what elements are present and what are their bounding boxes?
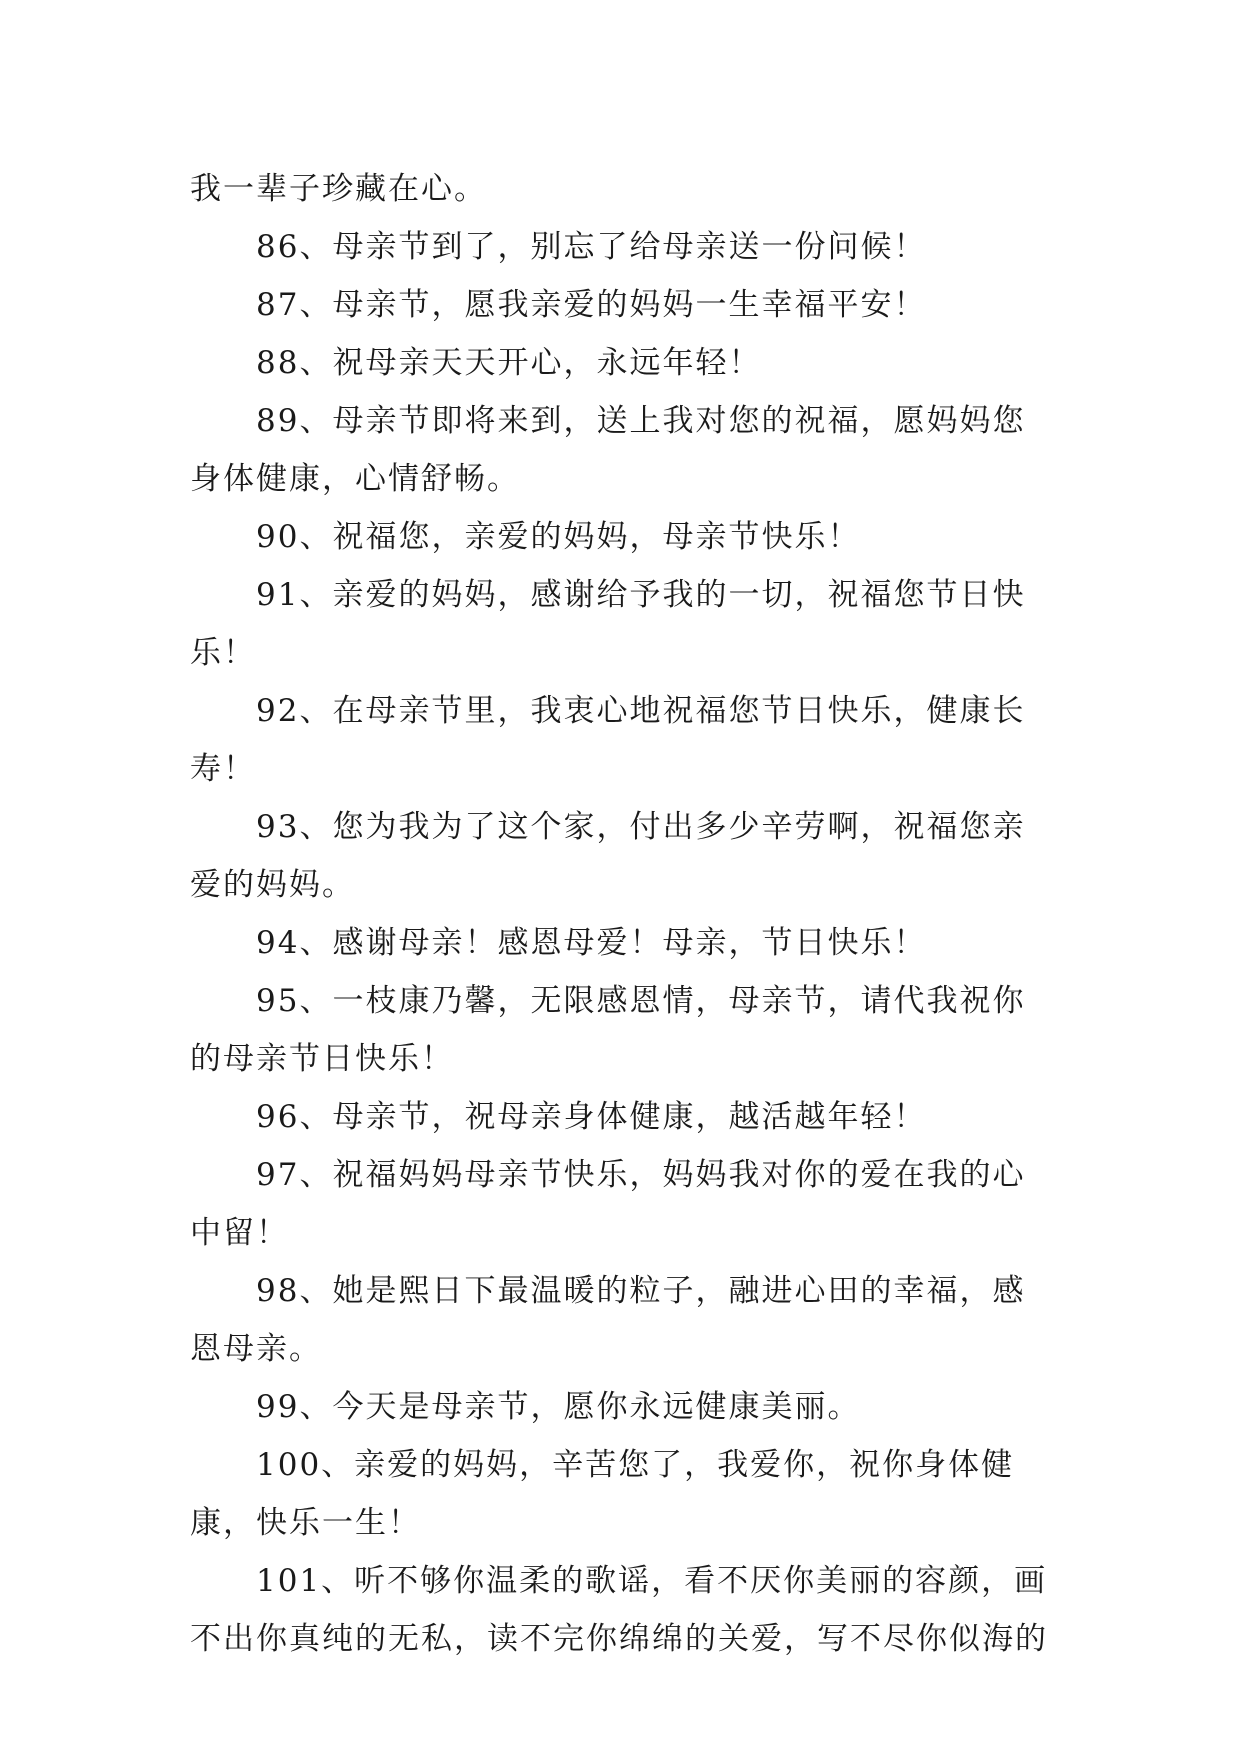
paragraph-87: 87、母亲节，愿我亲爱的妈妈一生幸福平安！ xyxy=(256,287,927,323)
paragraph-97: 97、祝福妈妈母亲节快乐，妈妈我对你的爱在我的心中留！ xyxy=(190,1157,1026,1251)
paragraph-92: 92、在母亲节里，我衷心地祝福您节日快乐，健康长寿！ xyxy=(190,693,1026,787)
paragraph-94: 94、感谢母亲！感恩母爱！母亲，节日快乐！ xyxy=(256,925,927,961)
paragraph-88: 88、祝母亲天天开心，永远年轻！ xyxy=(256,345,762,381)
paragraph-89: 89、母亲节即将来到，送上我对您的祝福，愿妈妈您身体健康，心情舒畅。 xyxy=(190,403,1026,497)
paragraph-98: 98、她是熙日下最温暖的粒子，融进心田的幸福，感恩母亲。 xyxy=(190,1273,1026,1367)
paragraph-99: 99、今天是母亲节，愿你永远健康美丽。 xyxy=(256,1389,861,1425)
paragraph-90: 90、祝福您，亲爱的妈妈，母亲节快乐！ xyxy=(256,519,861,555)
paragraph-101: 101、听不够你温柔的歌谣，看不厌你美丽的容颜，画不出你真纯的无私，读不完你绵绵的关爱，写不尽你似海的 xyxy=(190,1563,1048,1657)
document-body xyxy=(190,160,1050,1668)
paragraph-93: 93、您为我为了这个家，付出多少辛劳啊，祝福您亲爱的妈妈。 xyxy=(190,809,1026,903)
paragraph-96: 96、母亲节，祝母亲身体健康，越活越年轻！ xyxy=(256,1099,927,1135)
paragraph-100: 100、亲爱的妈妈，辛苦您了，我爱你，祝你身体健康，快乐一生！ xyxy=(190,1447,1015,1541)
paragraph-95: 95、一枝康乃馨，无限感恩情，母亲节，请代我祝你的母亲节日快乐！ xyxy=(190,983,1026,1077)
paragraph-continuation: 我一辈子珍藏在心。 xyxy=(190,171,487,207)
paragraph-86: 86、母亲节到了，别忘了给母亲送一份问候！ xyxy=(256,229,927,265)
paragraph-91: 91、亲爱的妈妈，感谢给予我的一切，祝福您节日快乐！ xyxy=(190,577,1026,671)
